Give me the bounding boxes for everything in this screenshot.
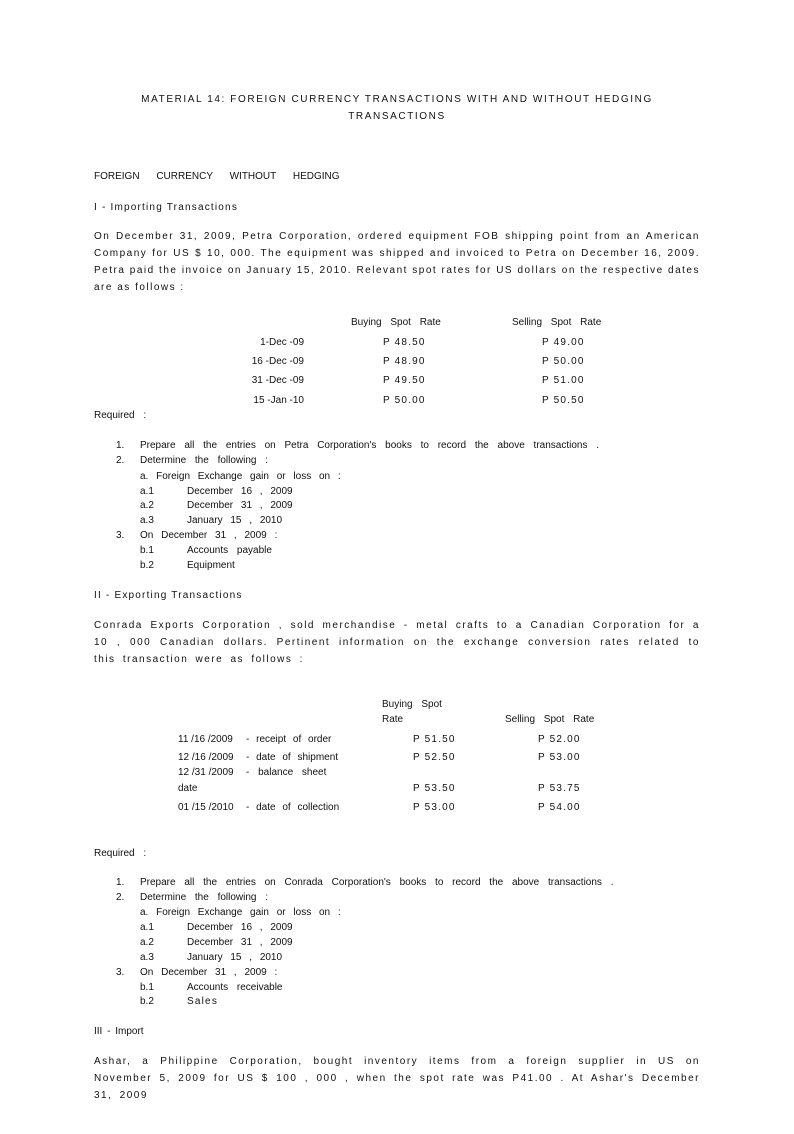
- document-title-line-1: MATERIAL 14: FOREIGN CURRENCY TRANSACTIONS WITH AND WITHOUT HEDGING: [141, 94, 653, 105]
- list-number: a.2: [140, 500, 154, 511]
- list-number: a.1: [140, 922, 154, 933]
- list-number: a.3: [140, 952, 154, 963]
- part2-header-buying-rate: Rate: [382, 714, 404, 725]
- list-number: a.2: [140, 937, 154, 948]
- part1-row-date: 16 -Dec -09: [251, 356, 304, 367]
- part3-heading: III - Import: [94, 1026, 144, 1037]
- part2-row-selling: P 52.00: [538, 734, 581, 745]
- list-item: Determine the following :: [140, 892, 269, 903]
- list-number: a.1: [140, 486, 154, 497]
- part2-row-date: 01 /15 /2010: [178, 802, 234, 813]
- list-item: December 31 , 2009: [187, 500, 293, 511]
- list-number: a.3: [140, 515, 154, 526]
- list-number: 3.: [116, 530, 125, 541]
- part1-required-label: Required :: [94, 410, 147, 421]
- list-item: December 16 , 2009: [187, 486, 293, 497]
- part2-row-date: 12 /31 /2009: [178, 767, 234, 778]
- list-item: Equipment: [187, 560, 235, 571]
- list-number: b.2: [140, 996, 154, 1007]
- part3-paragraph: Ashar, a Philippine Corporation, bought inventory items from a foreign supplier in US on November 5, 2009 for US $ 100 , 000 , when the spot rate was P41.00 . At Ashar's December 31, 2009: [94, 1056, 700, 1101]
- part2-row-description: - date of collection: [246, 802, 340, 813]
- part1-row-buying: P 48.50: [383, 337, 426, 348]
- list-item: a. Foreign Exchange gain or loss on :: [140, 907, 341, 918]
- part2-row-date: 11 /16 /2009: [178, 734, 233, 745]
- list-number: 2.: [116, 892, 125, 903]
- list-item: Prepare all the entries on Conrada Corporation's books to record the above transactions .: [140, 877, 614, 888]
- list-number: b.2: [140, 560, 154, 571]
- list-item: On December 31 , 2009 :: [140, 967, 278, 978]
- part1-row-selling: P 51.00: [542, 375, 585, 386]
- list-item: Prepare all the entries on Petra Corporation's books to record the above transactions .: [140, 440, 600, 451]
- part1-header-selling: Selling Spot Rate: [512, 317, 602, 328]
- part2-row-date: 12 /16 /2009: [178, 752, 234, 763]
- part1-row-selling: P 49.00: [542, 337, 585, 348]
- part2-header-buying: Buying Spot: [382, 699, 442, 710]
- list-number: 2.: [116, 455, 125, 466]
- part1-header-buying: Buying Spot Rate: [351, 317, 441, 328]
- list-number: b.1: [140, 982, 154, 993]
- list-item: January 15 , 2010: [187, 515, 283, 526]
- list-item: a. Foreign Exchange gain or loss on :: [140, 471, 341, 482]
- part1-row-selling: P 50.00: [542, 356, 585, 367]
- list-number: 1.: [116, 877, 125, 888]
- list-item: On December 31 , 2009 :: [140, 530, 278, 541]
- part2-row-description: - date of shipment: [246, 752, 339, 763]
- document-title-line-2: TRANSACTIONS: [348, 111, 446, 122]
- list-item: Determine the following :: [140, 455, 269, 466]
- list-item: Accounts payable: [187, 545, 272, 556]
- part1-row-selling: P 50.50: [542, 395, 585, 406]
- part2-row-description: - balance sheet: [246, 767, 327, 778]
- part1-row-date: 1-Dec -09: [260, 337, 304, 348]
- part2-row-buying: P 53.00: [413, 802, 456, 813]
- part2-row-description: - receipt of order: [246, 734, 332, 745]
- part2-row-selling: P 53.75: [538, 783, 581, 794]
- list-item: Accounts receivable: [187, 982, 283, 993]
- part2-row-buying: P 52.50: [413, 752, 456, 763]
- part1-row-date: 31 -Dec -09: [251, 375, 304, 386]
- part1-row-buying: P 50.00: [383, 395, 426, 406]
- part1-row-buying: P 49.50: [383, 375, 426, 386]
- list-item: Sales: [187, 996, 219, 1007]
- part1-row-date: 15 -Jan -10: [253, 395, 304, 406]
- part2-row-selling: P 53.00: [538, 752, 581, 763]
- part2-row-buying: P 51.50: [413, 734, 456, 745]
- part2-paragraph: Conrada Exports Corporation , sold merchandise - metal crafts to a Canadian Corporation for a 10 , 000 Canadian dollars. Pertinent information on the exchange conversion rates related to this transaction were as follows :: [94, 620, 700, 665]
- section-heading: FOREIGN CURRENCY WITHOUT HEDGING: [94, 171, 340, 182]
- list-number: b.1: [140, 545, 154, 556]
- part1-row-buying: P 48.90: [383, 356, 426, 367]
- list-item: December 31 , 2009: [187, 937, 293, 948]
- part2-row-description-cont: date: [178, 783, 198, 794]
- part2-row-selling: P 54.00: [538, 802, 581, 813]
- part1-paragraph: On December 31, 2009, Petra Corporation, ordered equipment FOB shipping point from an American Company for US $ 10, 000. The equipment was shipped and invoiced to Petra on December 16, 2009. Petra paid the invoice on January 15, 2010. Relevant spot rates for US dollars on the respective dates are as follows :: [94, 231, 700, 293]
- list-item: January 15 , 2010: [187, 952, 283, 963]
- list-number: 3.: [116, 967, 125, 978]
- part2-row-buying: P 53.50: [413, 783, 456, 794]
- list-number: 1.: [116, 440, 125, 451]
- list-item: December 16 , 2009: [187, 922, 293, 933]
- part2-required-label: Required :: [94, 848, 147, 859]
- part2-header-selling: Selling Spot Rate: [505, 714, 595, 725]
- part2-heading: II - Exporting Transactions: [94, 590, 243, 601]
- part1-heading: I - Importing Transactions: [94, 202, 239, 213]
